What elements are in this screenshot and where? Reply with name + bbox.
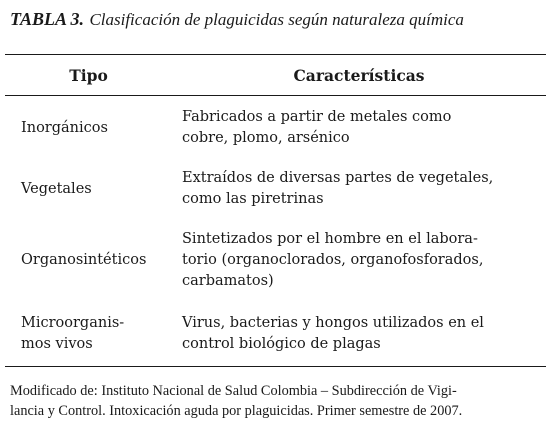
table-row [5,302,546,367]
cell-line: carbamatos) [182,272,274,289]
cell-line: Microorganis- [21,315,125,331]
cell-tipo [5,96,172,161]
cell-tipo [5,302,172,367]
cell-tipo [5,160,172,218]
table-caption [10,8,546,31]
footnote-line: lancia y Control. Intoxicación aguda por plaguicidas. Primer semestre de 2007. [10,403,463,419]
table-title: Clasificación de plaguicidas según naturaleza química [89,10,464,29]
cell-line: Extraídos de diversas partes de vegetales, [182,170,494,186]
cell-line: Sintetizados por el hombre en el labora- [182,230,478,247]
cell-caracteristicas [172,96,546,161]
cell-line: Organosintéticos [21,251,147,268]
cell-line: Fabricados a partir de metales como [182,109,452,125]
cell-tipo [5,218,172,302]
cell-line: Virus, bacterias y hongos utilizados en el [182,315,484,331]
footnote-line: Modificado de: Instituto Nacional de Salud Colombia – Subdirección de Vigi- [10,383,457,399]
table-header-row [5,55,546,96]
table-row [5,160,546,218]
table-number: TABLA 3. [10,9,85,29]
header-tipo: Tipo [69,65,108,85]
cell-line: torio (organoclorados, organofosforados, [182,251,484,268]
cell-line: como las piretrinas [182,191,324,207]
cell-caracteristicas [172,160,546,218]
cell-line: Vegetales [21,180,92,197]
cell-caracteristicas [172,302,546,367]
cell-line: cobre, plomo, arsénico [182,130,350,146]
cell-line: mos vivos [21,336,93,352]
header-caracteristicas: Características [293,65,425,85]
cell-caracteristicas [172,218,546,302]
pesticide-classification-table [5,54,546,367]
cell-line: control biológico de plagas [182,336,381,352]
table-row [5,218,546,302]
table-row [5,96,546,161]
source-footnote [10,381,550,421]
cell-line: Inorgánicos [21,119,108,136]
